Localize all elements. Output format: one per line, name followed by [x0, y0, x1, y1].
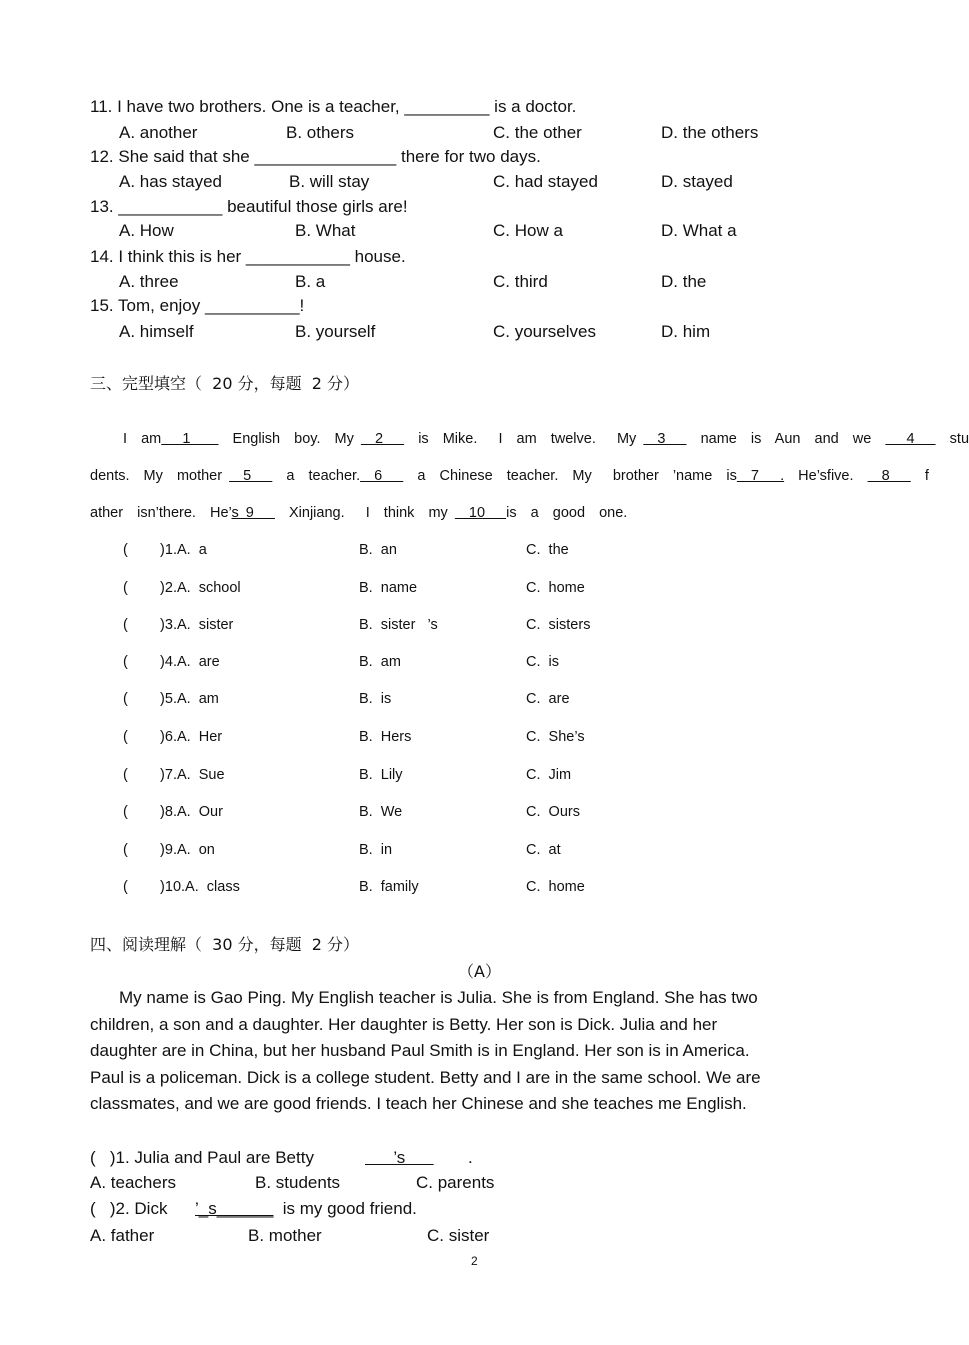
mc-option-c: C. had stayed	[493, 172, 598, 191]
passage-subtitle: （A）	[458, 962, 501, 981]
answer-blank: ’s	[365, 1148, 434, 1167]
mc-option-d: D. stayed	[661, 172, 733, 191]
cloze-option-num: ( )8.A. Our	[123, 804, 223, 820]
cloze-option-c: C. are	[526, 691, 570, 707]
passage-line: classmates, and we are good friends. I teach her Chinese and she teaches me English.	[90, 1094, 747, 1113]
cloze-option-num: ( )9.A. on	[123, 842, 215, 858]
cloze-option-num: ( )6.A. Her	[123, 729, 223, 745]
passage-line: My name is Gao Ping. My English teacher is Julia. She is from England. She has two	[119, 988, 758, 1007]
question-end: .	[468, 1148, 473, 1167]
question-end: is my good friend.	[278, 1199, 417, 1218]
cloze-option-c: C. the	[526, 542, 569, 558]
cloze-line-2: dents. My mother 5 a teacher. 6 a Chinese teacher. My brother ’name is 7 . He’sfive. 8 f	[90, 468, 929, 484]
option-a: A. father	[90, 1226, 155, 1245]
mc-option-c: C. yourselves	[493, 322, 596, 341]
mc-option-d: D. What a	[661, 221, 737, 240]
cloze-option-b: B. sister ’s	[359, 617, 438, 633]
mc-option-d: D. the	[661, 272, 707, 291]
mc-option-a: A. himself	[119, 322, 194, 341]
cloze-option-num: ( )5.A. am	[123, 691, 219, 707]
option-b: B. students	[255, 1173, 341, 1192]
question-stem: ( )1. Julia and Paul are Betty	[90, 1148, 314, 1167]
cloze-option-num: ( )4.A. are	[123, 654, 220, 670]
mc-option-b: B. What	[295, 221, 356, 240]
cloze-option-b: B. in	[359, 842, 393, 858]
cloze-option-num: ( )1.A. a	[123, 542, 207, 558]
mc-option-a: A. three	[119, 272, 179, 291]
cloze-option-c: C. sisters	[526, 617, 591, 633]
section-3-title: 三、完型填空（ 20 分，每题 2 分）	[90, 374, 360, 393]
mc-option-c: C. third	[493, 272, 548, 291]
mc-option-d: D. the others	[661, 123, 759, 142]
cloze-option-b: B. name	[359, 580, 418, 596]
mc-option-a: A. How	[119, 221, 174, 240]
passage-line: Paul is a policeman. Dick is a college student. Betty and I are in the same school. We are	[90, 1068, 761, 1087]
cloze-option-num: ( )10.A. class	[123, 879, 240, 895]
mc-option-b: B. yourself	[295, 322, 376, 341]
cloze-option-c: C. is	[526, 654, 560, 670]
mc-option-c: C. How a	[493, 221, 563, 240]
option-a: A. teachers	[90, 1173, 176, 1192]
question-stem: ( )2. Dick	[90, 1199, 177, 1218]
cloze-option-b: B. am	[359, 654, 401, 670]
option-c: C. sister	[427, 1226, 490, 1245]
cloze-option-b: B. We	[359, 804, 403, 820]
mc-stem: 14. I think this is her ___________ house.	[90, 247, 406, 266]
cloze-option-c: C. home	[526, 879, 585, 895]
cloze-option-b: B. family	[359, 879, 419, 895]
page-number: 2	[471, 1254, 478, 1268]
cloze-option-b: B. Lily	[359, 767, 403, 783]
cloze-option-num: ( )7.A. Sue	[123, 767, 225, 783]
cloze-option-b: B. an	[359, 542, 397, 558]
mc-stem: 13. ___________ beautiful those girls are!	[90, 197, 408, 216]
cloze-line-3: ather isn’there. He’s 9 Xinjiang. I think my 10 is a good one.	[90, 505, 628, 521]
answer-blank: ’_s______	[195, 1199, 274, 1218]
cloze-option-b: B. is	[359, 691, 392, 707]
mc-option-d: D. him	[661, 322, 711, 341]
cloze-option-b: B. Hers	[359, 729, 412, 745]
option-b: B. mother	[248, 1226, 322, 1245]
mc-option-b: B. a	[295, 272, 326, 291]
cloze-line-1: I am 1 English boy. My 2 is Mike. I am twelve. My 3 name is Aun and we 4 stu	[123, 431, 969, 447]
section-4-title: 四、阅读理解（ 30 分，每题 2 分）	[90, 935, 360, 954]
cloze-option-c: C. home	[526, 580, 585, 596]
mc-option-b: B. others	[286, 123, 355, 142]
cloze-option-num: ( )2.A. school	[123, 580, 241, 596]
mc-option-b: B. will stay	[289, 172, 370, 191]
passage-line: daughter are in China, but her husband Paul Smith is in England. Her son is in America.	[90, 1041, 750, 1060]
passage-line: children, a son and a daughter. Her daughter is Betty. Her son is Dick. Julia and her	[90, 1015, 718, 1034]
cloze-option-num: ( )3.A. sister	[123, 617, 234, 633]
mc-stem: 12. She said that she _______________ there for two days.	[90, 147, 541, 166]
mc-option-a: A. has stayed	[119, 172, 223, 191]
cloze-option-c: C. at	[526, 842, 561, 858]
mc-option-c: C. the other	[493, 123, 582, 142]
cloze-option-c: C. Ours	[526, 804, 580, 820]
option-c: C. parents	[416, 1173, 495, 1192]
mc-stem: 11. I have two brothers. One is a teacher, _________ is a doctor.	[90, 97, 577, 116]
cloze-option-c: C. She’s	[526, 729, 585, 745]
mc-stem: 15. Tom, enjoy __________!	[90, 296, 305, 315]
mc-option-a: A. another	[119, 123, 198, 142]
cloze-option-c: C. Jim	[526, 767, 572, 783]
